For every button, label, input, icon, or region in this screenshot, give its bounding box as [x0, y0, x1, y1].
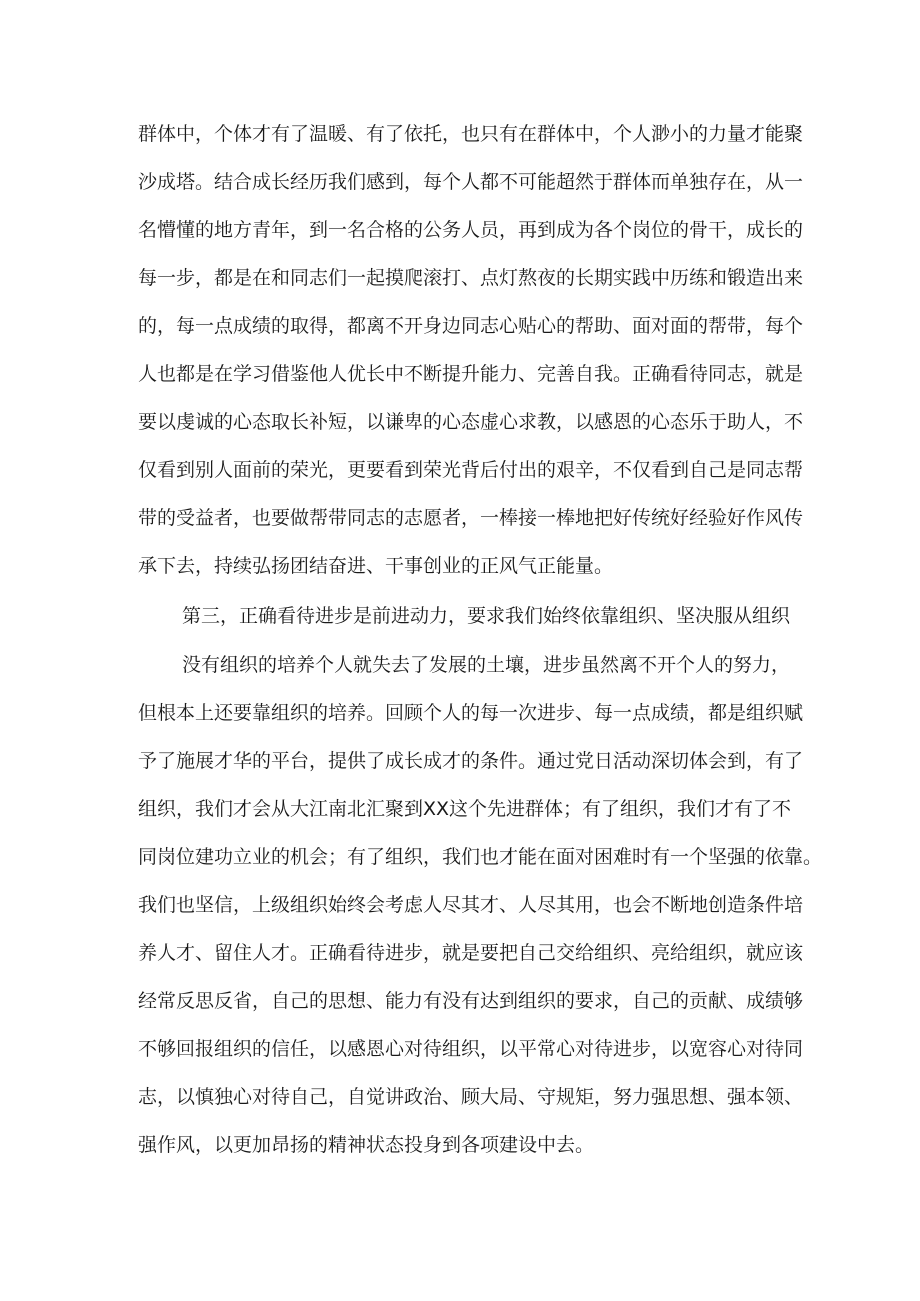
paragraph-line: 群体中，个体才有了温暖、有了依托，也只有在群体中，个人渺小的力量才能聚: [138, 123, 804, 145]
paragraph-last-line: 承下去，持续弘扬团结奋进、干事创业的正风气正能量。: [138, 555, 614, 577]
paragraph-line: 不够回报组织的信任，以感恩心对待组织，以平常心对待进步，以宽容心对待同: [138, 1038, 804, 1060]
paragraph-line: 予了施展才华的平台，提供了成长成才的条件。通过党日活动深切体会到，有了: [138, 750, 804, 772]
paragraph-line: 每一步，都是在和同志们一起摸爬滚打、点灯熬夜的长期实践中历练和锻造出来: [138, 267, 804, 289]
paragraph-line: 的，每一点成绩的取得，都离不开身边同志心贴心的帮助、面对面的帮带，每个: [138, 315, 804, 337]
paragraph-last-line: 强作风，以更加昂扬的精神状态投身到各项建设中去。: [138, 1134, 595, 1156]
paragraph-line: 同岗位建功立业的机会；有了组织，我们也才能在面对困难时有一个坚强的依靠。: [138, 846, 823, 868]
paragraph-line: 志，以慎独心对待自己，自觉讲政治、顾大局、守规矩，努力强思想、强本领、: [138, 1086, 804, 1108]
paragraph-line: 我们也坚信，上级组织始终会考虑人尽其才、人尽其用，也会不断地创造条件培: [138, 894, 804, 916]
paragraph-line: 要以虔诚的心态取长补短，以谦卑的心态虚心求教，以感恩的心态乐于助人，不: [138, 411, 804, 433]
paragraph-line: 人也都是在学习借鉴他人优长中不断提升能力、完善自我。正确看待同志，就是: [138, 363, 804, 385]
paragraph-line: 仅看到别人面前的荣光，更要看到荣光背后付出的艰辛，不仅看到自己是同志帮: [138, 459, 804, 481]
paragraph-line: 组织，我们才会从大江南北汇聚到XX这个先进群体；有了组织，我们才有了不: [138, 798, 792, 820]
paragraph-line: 名懵懂的地方青年，到一名合格的公务人员，再到成为各个岗位的骨干，成长的: [138, 219, 804, 241]
paragraph-line: 带的受益者，也要做帮带同志的志愿者，一棒接一棒地把好传统好经验好作风传: [138, 507, 804, 529]
paragraph-line: 养人才、留住人才。正确看待进步，就是要把自己交给组织、亮给组织，就应该: [138, 942, 804, 964]
paragraph-line: 沙成塔。结合成长经历我们感到，每个人都不可能超然于群体而单独存在，从一: [138, 171, 804, 193]
section-heading: 第三，正确看待进步是前进动力，要求我们始终依靠组织、坚决服从组织: [182, 605, 791, 627]
paragraph-line: 但根本上还要靠组织的培养。回顾个人的每一次进步、每一点成绩，都是组织赋: [138, 702, 804, 724]
paragraph-line: 经常反思反省，自己的思想、能力有没有达到组织的要求，自己的贡献、成绩够: [138, 990, 804, 1012]
paragraph-first-line: 没有组织的培养个人就失去了发展的土壤，进步虽然离不开个人的努力，: [182, 654, 791, 676]
